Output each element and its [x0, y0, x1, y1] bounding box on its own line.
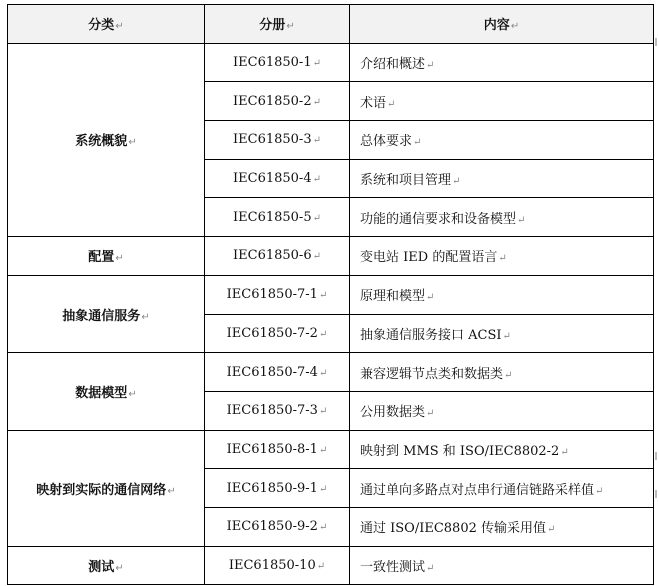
content-cell: 功能的通信要求和设备模型↵ — [350, 198, 654, 237]
part-cell: IEC61850-2↵ — [205, 82, 350, 121]
content-cell: 通过 ISO/IEC8802 传输采用值↵ — [350, 507, 654, 546]
table-row — [8, 237, 654, 276]
content-cell: 映射到 MMS 和 ISO/IEC8802-2↵ — [350, 430, 654, 469]
table-row — [8, 275, 654, 314]
category-cell: 配置↵ — [8, 237, 205, 276]
part-cell: IEC61850-1↵ — [205, 43, 350, 82]
content-cell: 抽象通信服务接口 ACSI↵ — [350, 314, 654, 353]
category-cell: 数据模型↵ — [8, 353, 205, 430]
content-cell: 兼容逻辑节点类和数据类↵ — [350, 353, 654, 392]
part-cell: IEC61850-9-1↵ — [205, 469, 350, 508]
part-cell: IEC61850-10↵ — [205, 546, 350, 585]
header-content: 内容↵ — [350, 5, 654, 44]
part-cell: IEC61850-7-1↵ — [205, 275, 350, 314]
content-cell: 总体要求↵ — [350, 121, 654, 160]
category-cell: 映射到实际的通信网络↵ — [8, 430, 205, 546]
margin-mark — [655, 452, 657, 460]
part-cell: IEC61850-7-3↵ — [205, 391, 350, 430]
part-cell: IEC61850-8-1↵ — [205, 430, 350, 469]
table-row — [8, 546, 654, 585]
content-cell: 介绍和概述↵ — [350, 43, 654, 82]
category-cell: 系统概貌↵ — [8, 43, 205, 236]
content-cell: 公用数据类↵ — [350, 391, 654, 430]
content-cell: 通过单向多路点对点串行通信链路采样值↵ — [350, 469, 654, 508]
part-cell: IEC61850-4↵ — [205, 159, 350, 198]
header-part: 分册↵ — [205, 5, 350, 44]
margin-mark — [655, 490, 657, 498]
table-row — [8, 43, 654, 82]
category-cell: 抽象通信服务↵ — [8, 275, 205, 352]
iec61850-parts-table — [7, 4, 654, 585]
part-cell: IEC61850-6↵ — [205, 237, 350, 276]
table-body — [8, 43, 654, 585]
part-cell: IEC61850-7-2↵ — [205, 314, 350, 353]
table-header-row — [8, 5, 654, 44]
content-cell: 术语↵ — [350, 82, 654, 121]
category-cell: 测试↵ — [8, 546, 205, 585]
content-cell: 原理和模型↵ — [350, 275, 654, 314]
part-cell: IEC61850-5↵ — [205, 198, 350, 237]
content-cell: 系统和项目管理↵ — [350, 159, 654, 198]
content-cell: 变电站 IED 的配置语言↵ — [350, 237, 654, 276]
part-cell: IEC61850-7-4↵ — [205, 353, 350, 392]
part-cell: IEC61850-9-2↵ — [205, 507, 350, 546]
part-cell: IEC61850-3↵ — [205, 121, 350, 160]
table-row — [8, 353, 654, 392]
margin-mark — [655, 38, 657, 46]
table-row — [8, 430, 654, 469]
header-category: 分类↵ — [8, 5, 205, 44]
content-cell: 一致性测试↵ — [350, 546, 654, 585]
